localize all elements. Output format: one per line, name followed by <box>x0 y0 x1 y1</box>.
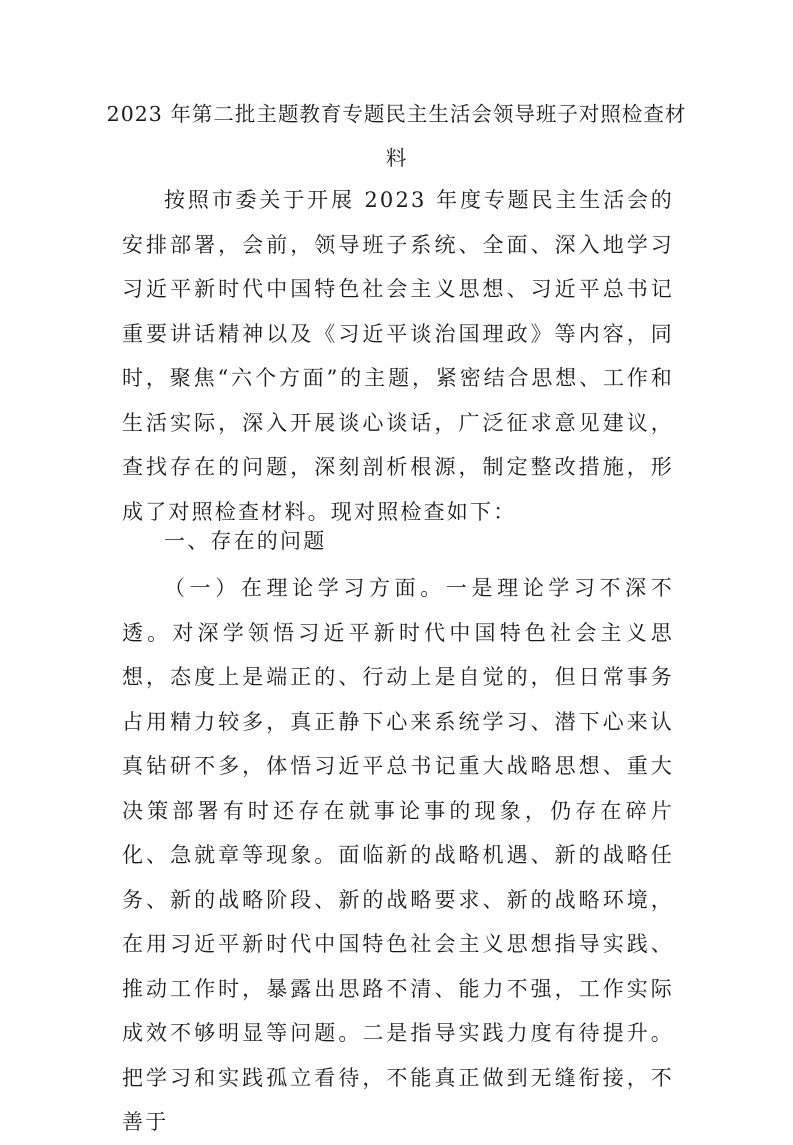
document-title: 2023 年第二批主题教育专题民主生活会领导班子对照检查材料 <box>106 102 687 170</box>
section-heading: 一、存在的问题 <box>164 529 327 553</box>
section-paragraph: （一）在理论学习方面。一是理论学习不深不透。对深学领悟习近平新时代中国特色社会主义思想，态度上是端正的、行动上是自觉的，但日常事务占用精力较多，真正静下心来系统学习、潜下心来认真钻研不多，体悟习近平总书记重大战略思想、重大决策部署有时还存在就事论事的现象，仍存在碎片化、急就章等现象。面临新的战略机遇、新的战略任务、新的战略阶段、新的战略要求、新的战略环境，在用习近平新时代中国特色社会主义思想指导实践、推动工作时，暴露出思路不清、能力不强，工作实际成效不够明显等问题。二是指导实践力度有待提升。把学习和实践孤立看待，不能真正做到无缝衔接，不善于 <box>122 576 674 1134</box>
intro-paragraph: 按照市委关于开展 2023 年度专题民主生活会的安排部署，会前，领导班子系统、全面、深入地学习习近平新时代中国特色社会主义思想、习近平总书记重要讲话精神以及《习近平谈治国理政》等内容，同时，聚焦“六个方面”的主题，紧密结合思想、工作和生活实际，深入开展谈心谈话，广泛征求意见建议，查找存在的问题，深刻剖析根源，制定整改措施，形成了对照检查材料。现对照检查如下： <box>122 188 674 524</box>
